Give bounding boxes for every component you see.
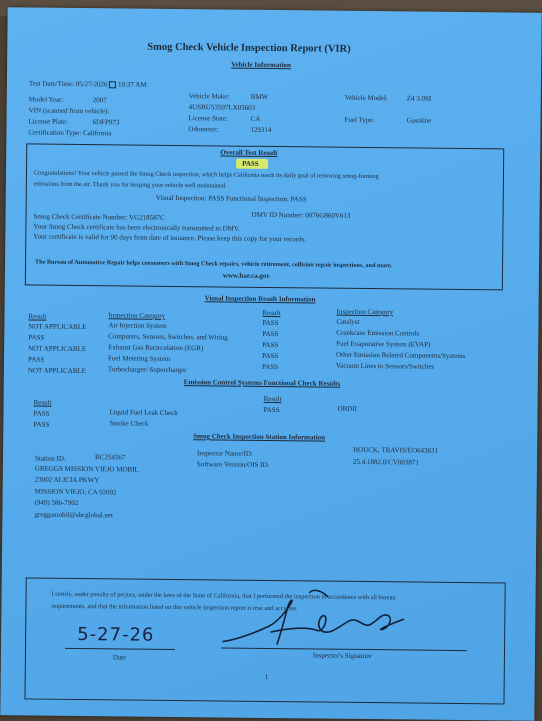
vehicle-make-label: Vehicle Make:: [188, 92, 230, 101]
cert-type-label: Certification Type: California: [28, 128, 112, 138]
list-item-category: Exhaust Gas Recirculation (EGR): [108, 343, 204, 353]
validity-notice: Your certificate is valid for 90 days from date of issuance. Please keep this copy for your records.: [33, 232, 307, 244]
inspector-name-value: HOUCK, TRAVIS/EO643631: [353, 445, 439, 455]
list-item-category: Air Injection System: [108, 321, 167, 330]
inspection-report-document: [0, 7, 541, 721]
station-phone: (949) 586-7902: [34, 498, 79, 507]
bar-website: www.bar.ca.gov: [222, 271, 270, 280]
license-plate-value: 6DFP973: [92, 118, 120, 127]
list-item-result: PASS: [262, 351, 279, 361]
list-item-result: PASS: [33, 409, 50, 418]
software-version-label: Software Version/OIS ID:: [196, 460, 270, 469]
vin-label: VIN (scanned from vehicle):: [28, 106, 110, 116]
list-item-category: Computers, Sensors, Switches, and Wiring: [108, 332, 228, 342]
visual-result-header-right: Result: [262, 308, 281, 318]
list-item-result: PASS: [33, 420, 50, 429]
list-item-result: NOT APPLICABLE: [28, 322, 87, 332]
odometer-label: Odometer:: [188, 125, 219, 134]
visual-inspection-heading: Visual Inspection Result Information: [204, 294, 316, 304]
certification-text-2: requirements, and that the information listed on this vehicle inspection report is true and accurate.: [51, 602, 298, 613]
list-item-category: Vacuum Lines to Sensors/Switches: [335, 361, 435, 371]
report-title: Smog Check Vehicle Inspection Report (VIR): [147, 41, 351, 55]
visual-category-header-right: Inspection Category: [336, 307, 394, 317]
model-year-value: 2007: [92, 96, 107, 105]
list-item-result: NOT APPLICABLE: [27, 366, 86, 376]
certification-text-1: I certify, under penalty of perjury, under the laws of the State of California, that I performed the inspection in accordance with all bureau: [51, 590, 396, 602]
list-item-result: PASS: [262, 318, 279, 328]
vehicle-model-label: Vehicle Model:: [344, 93, 388, 103]
visual-result-header-left: Result: [28, 312, 47, 321]
station-id-label: Station ID:: [34, 454, 66, 463]
fuel-type-label: Fuel Type:: [344, 115, 375, 125]
station-email: greggsmobil@sbcglobal.net: [34, 510, 114, 520]
list-item-category: Catalyst: [336, 317, 360, 326]
page-number: 1: [264, 672, 269, 681]
list-item-category: Other Emission Related Components/Systems: [336, 350, 466, 361]
list-item-result: PASS: [27, 355, 45, 364]
list-item-result: NOT APPLICABLE: [28, 344, 87, 354]
list-item-category: Crankcase Emission Controls: [336, 328, 420, 338]
list-item-category: Turbocharger/ Supercharger: [107, 365, 187, 375]
vin-value: 4USBU53597LX03603: [188, 103, 256, 112]
license-state-value: CA: [250, 114, 261, 123]
list-item-result: PASS: [261, 362, 279, 372]
inspector-signature: [217, 579, 418, 653]
calendar-icon: [109, 81, 116, 88]
odometer-value: 129314: [250, 125, 272, 134]
software-version-value: 25.4.1882.0/CV003871: [352, 457, 419, 467]
test-datetime: Test Date/Time: 05/27/2026 10:37 AM: [28, 79, 147, 89]
vehicle-make-value: BMW: [250, 92, 269, 101]
license-plate-label: License Plate:: [28, 117, 69, 126]
vehicle-model-value: Z4 3.0SI: [406, 94, 432, 103]
list-item-result: PASS: [263, 405, 280, 415]
visual-functional-summary: Visual Inspection: PASS Functional Inspection: PASS: [155, 193, 307, 204]
signature-label: Inspector's Signature: [312, 651, 372, 661]
station-id-value: RC254567: [94, 453, 126, 462]
date-label: Date: [112, 653, 127, 662]
list-item-result: PASS: [262, 340, 279, 350]
fuel-type-value: Gasoline: [406, 116, 432, 125]
vehicle-info-heading: Vehicle Information: [231, 60, 292, 70]
certificate-number: Smog Check Certificate Number: VG218587C: [33, 212, 165, 222]
dmv-id-number: DMV ID Number: 0076G860V613: [251, 210, 351, 220]
overall-result-heading: Overall Test Result: [220, 148, 278, 158]
list-item-category: OBDII: [337, 404, 358, 413]
congrats-line-2: emissions from the air. Thank you for keeping your vehicle well maintained.: [33, 180, 227, 190]
functional-result-header-left: Result: [33, 398, 52, 407]
inspector-name-label: Inspector Name/ID:: [197, 449, 253, 458]
list-item-category: Smoke Check: [109, 419, 149, 428]
station-info-heading: Smog Check Inspection Station Information: [193, 432, 326, 442]
overall-result-value: PASS: [242, 159, 259, 168]
handwritten-date: 5-27-26: [77, 623, 155, 646]
transmitted-notice: Your Smog Check certificate has been electronically transmitted to DMV.: [33, 222, 240, 233]
model-year-label: Model Year:: [28, 95, 64, 104]
bar-notice: The Bureau of Automotive Repair helps consumers with Smog Check repairs, vehicle retirement, collision repair inspections, and more.: [35, 258, 393, 270]
list-item-category: Fuel Metering System: [108, 354, 171, 363]
functional-result-header-right: Result: [263, 394, 282, 404]
station-address-2: MISSION VIEJO, CA 92692: [34, 487, 117, 497]
list-item-category: Liquid Fuel Leak Check: [109, 408, 178, 418]
list-item-category: Fuel Evaporative System (EVAP): [336, 339, 431, 349]
license-state-label: License State:: [188, 114, 229, 123]
list-item-result: PASS: [28, 333, 45, 342]
station-name: GREGGS MISSION VIEJO MOBIL: [34, 464, 139, 474]
list-item-result: PASS: [262, 329, 279, 339]
visual-category-header-left: Inspection Category: [108, 311, 166, 320]
functional-check-heading: Emission Control Systems Functional Check Results: [183, 378, 341, 388]
congrats-line-1: Congratulations! Your vehicle passed the Smog Check inspection, which helps California reach its daily goal of removing smog-forming: [33, 169, 379, 181]
station-address-1: 23002 ALICIA PKWY: [34, 475, 100, 485]
